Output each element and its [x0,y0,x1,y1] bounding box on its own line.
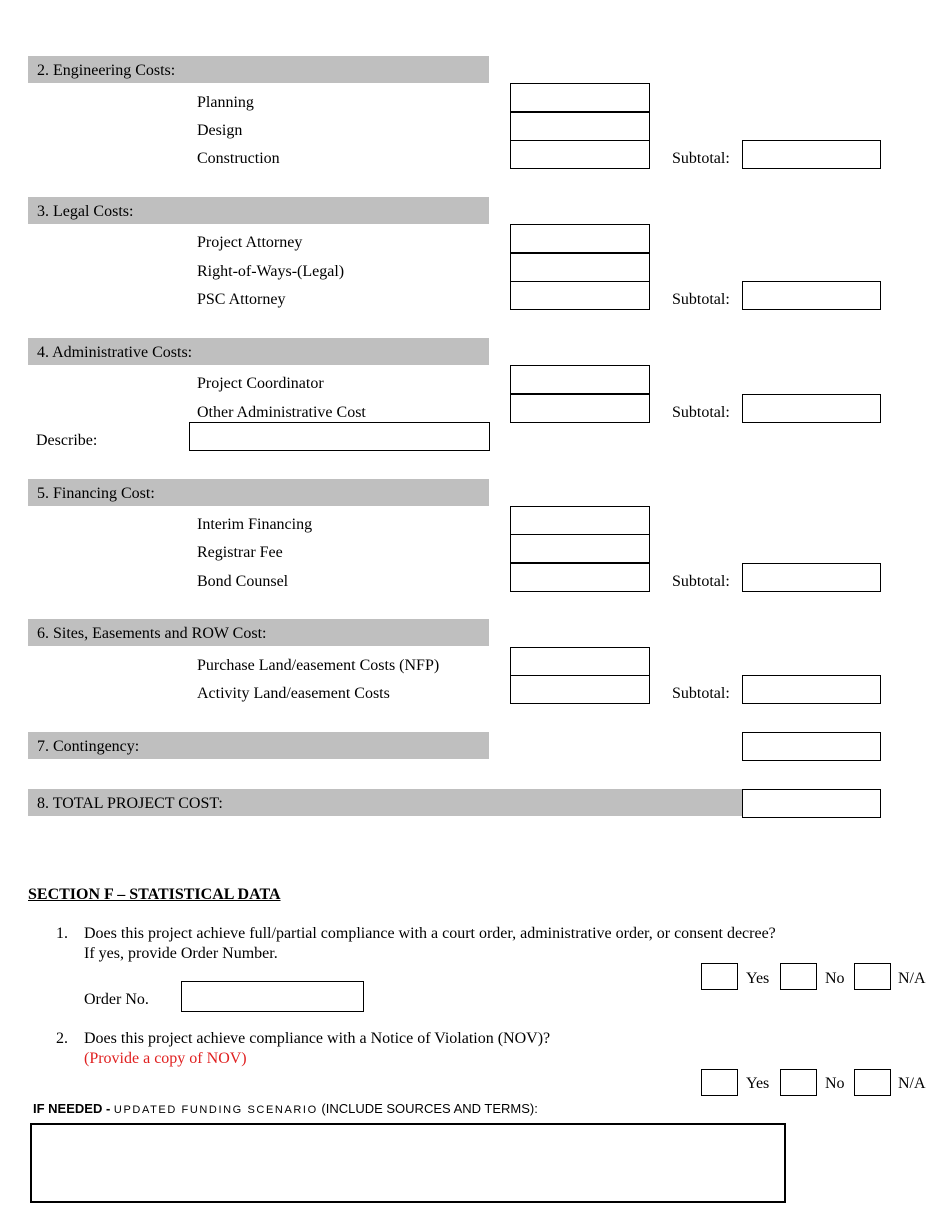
section-header-administrative [28,338,489,365]
project-attorney-input[interactable] [510,224,650,253]
item-label: Construction [197,150,280,167]
describe-input[interactable] [189,422,490,451]
financing-subtotal-input[interactable] [742,563,881,592]
subtotal-label: Subtotal: [672,573,730,590]
option-label: No [825,1075,845,1092]
option-label: N/A [898,1075,926,1092]
section-header-contingency [28,732,489,759]
funding-scenario-textarea[interactable] [30,1123,786,1203]
option-label: Yes [746,1075,770,1092]
subtotal-label: Subtotal: [672,404,730,421]
section-title: 6. Sites, Easements and ROW Cost: [37,625,267,642]
order-no-label: Order No. [84,991,149,1008]
item-label: Design [197,122,243,139]
section-header-financing [28,479,489,506]
q2-na-checkbox[interactable] [854,1069,891,1096]
planning-input[interactable] [510,83,650,112]
subtotal-label: Subtotal: [672,291,730,308]
order-number-input[interactable] [181,981,364,1012]
item-label: PSC Attorney [197,291,286,308]
q1-yes-checkbox[interactable] [701,963,738,990]
option-label: No [825,970,845,987]
bond-counsel-input[interactable] [510,563,650,592]
section-title: 7. Contingency: [37,738,140,755]
section-title: 3. Legal Costs: [37,203,134,220]
question-text: Does this project achieve compliance with a Notice of Violation (NOV)? [84,1030,551,1047]
sites-subtotal-input[interactable] [742,675,881,704]
activity-land-input[interactable] [510,675,650,704]
item-label: Other Administrative Cost [197,404,366,421]
legal-subtotal-input[interactable] [742,281,881,310]
psc-attorney-input[interactable] [510,281,650,310]
subtotal-label: Subtotal: [672,150,730,167]
section-f-heading: SECTION F – STATISTICAL DATA [28,886,281,903]
item-label: Activity Land/easement Costs [197,685,390,702]
funding-prefix: IF NEEDED - [33,1101,111,1116]
total-cost-input[interactable] [742,789,881,818]
q2-no-checkbox[interactable] [780,1069,817,1096]
q2-yes-checkbox[interactable] [701,1069,738,1096]
section-header-legal [28,197,489,224]
item-label: Interim Financing [197,516,313,533]
construction-input[interactable] [510,140,650,169]
item-label: Registrar Fee [197,544,283,561]
item-label: Planning [197,94,254,111]
question-subtext: If yes, provide Order Number. [84,945,278,962]
purchase-land-input[interactable] [510,647,650,676]
option-label: N/A [898,970,926,987]
design-input[interactable] [510,112,650,141]
item-label: Bond Counsel [197,573,289,590]
option-label: Yes [746,970,770,987]
funding-suffix: (INCLUDE SOURCES AND TERMS): [321,1101,538,1116]
administrative-subtotal-input[interactable] [742,394,881,423]
project-coordinator-input[interactable] [510,365,650,394]
question-number: 2. [56,1030,68,1047]
question-number: 1. [56,925,68,942]
question-text: Does this project achieve full/partial compliance with a court order, administrative order, or consent decree? [84,925,776,942]
item-label: Project Attorney [197,234,303,251]
other-admin-cost-input[interactable] [510,394,650,423]
nov-note: (Provide a copy of NOV) [84,1050,247,1067]
item-label: Purchase Land/easement Costs (NFP) [197,657,440,674]
section-title: 4. Administrative Costs: [37,344,193,361]
section-header-sites [28,619,489,646]
item-label: Project Coordinator [197,375,324,392]
funding-scenario-label [33,1101,538,1118]
section-header-total [28,789,742,816]
describe-label: Describe: [36,432,98,449]
contingency-input[interactable] [742,732,881,761]
engineering-subtotal-input[interactable] [742,140,881,169]
q1-na-checkbox[interactable] [854,963,891,990]
right-of-ways-input[interactable] [510,253,650,282]
section-title: 8. TOTAL PROJECT COST: [37,795,223,812]
interim-financing-input[interactable] [510,506,650,535]
section-header-engineering [28,56,489,83]
registrar-fee-input[interactable] [510,534,650,563]
q1-no-checkbox[interactable] [780,963,817,990]
item-label: Right-of-Ways-(Legal) [197,263,345,280]
subtotal-label: Subtotal: [672,685,730,702]
section-title: 2. Engineering Costs: [37,62,176,79]
funding-title: UPDATED FUNDING SCENARIO [113,1104,318,1116]
section-title: 5. Financing Cost: [37,485,155,502]
